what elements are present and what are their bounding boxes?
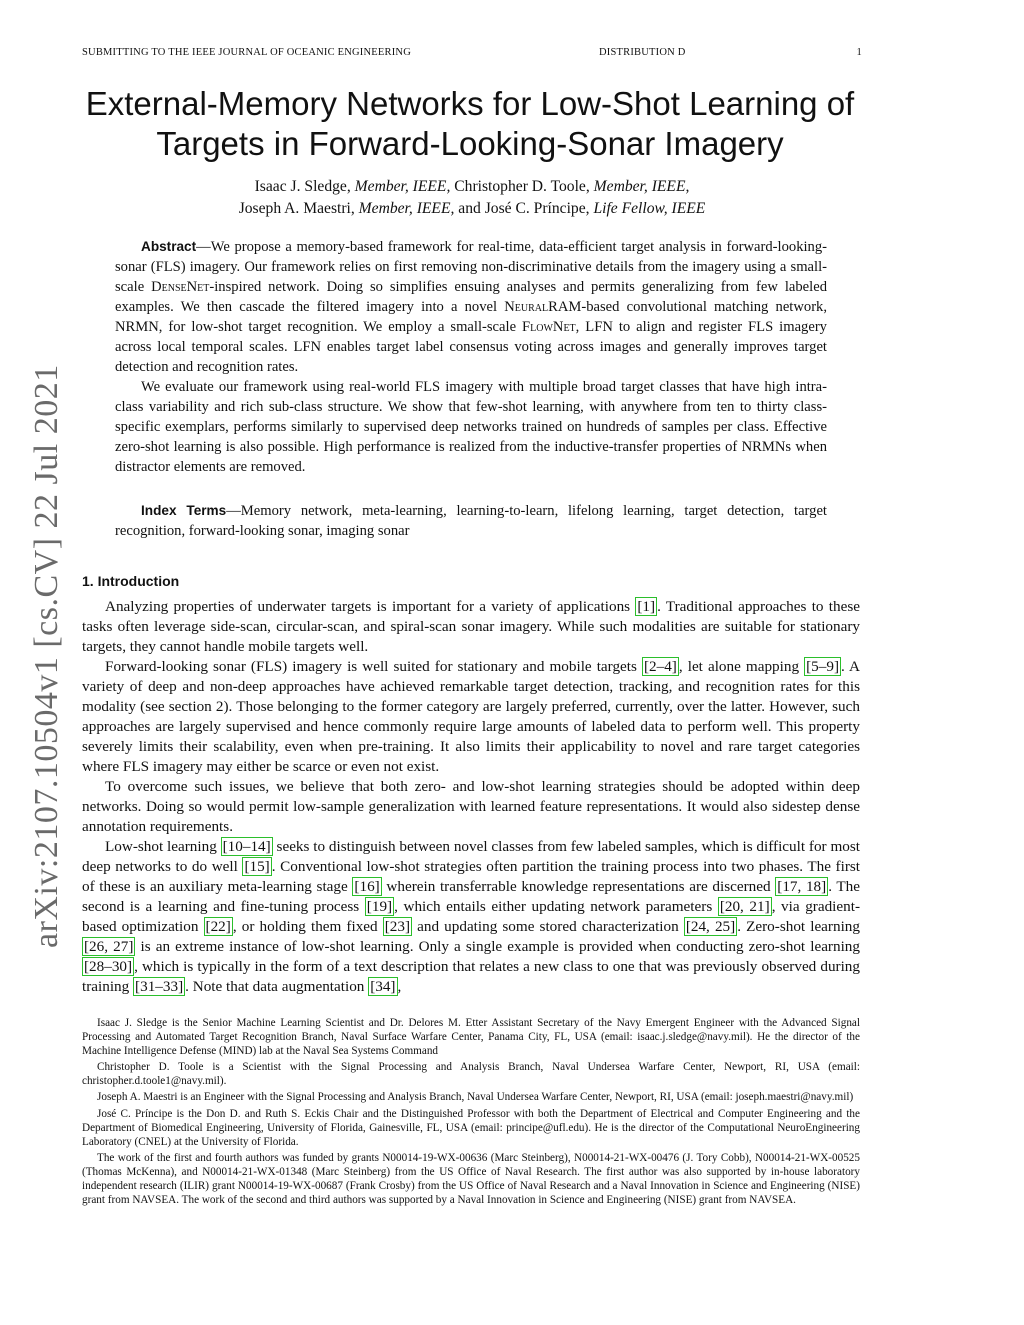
body-text: , [397, 978, 402, 995]
abstract-text: , LFN to align and register FLS imagery across local temporal scales. LFN enables target label consensus voting across images and generally improves target detection and recognition rates. [115, 319, 827, 375]
body-text: , or holding them fixed [232, 918, 383, 935]
arxiv-identifier-stamp: arXiv:2107.10504v1 [cs.CV] 22 Jul 2021 [28, 364, 65, 948]
author-name: Christopher D. Toole, [454, 178, 590, 195]
body-text: Low-shot learning [105, 838, 221, 855]
citation-link[interactable]: [23] [384, 918, 411, 935]
abstract-text: -based convolutional matching network, NRMN, for low-shot target recognition. We employ a small-scale [115, 299, 828, 335]
abstract-paragraph: We evaluate our framework using real-world FLS imagery with multiple broad target classes that have high intra-class variability and rich sub-class structure. We show that few-shot learning, with anywhere from ten to thirty class-specific exemplars, performs similarly to supervised deep networks trained on hundreds of samples per class. Effective zero-shot learning is also possible. High performance is realized from the inductive-transfer properties of NRMNs when distractor elements are removed. [115, 379, 827, 475]
body-paragraph: To overcome such issues, we believe that both zero- and low-shot learning strategies should be adopted within deep networks. Doing so would permit low-sample generalization with learned feature representations. It would also sidestep dense annotation requirements. [82, 778, 860, 835]
author-name: Joseph A. Maestri, [238, 200, 355, 217]
page-number: 1 [856, 47, 862, 58]
citation-link[interactable]: [10–14] [222, 838, 271, 855]
citation-link[interactable]: [17, 18] [777, 878, 827, 895]
index-terms-label: Index Terms [141, 503, 227, 518]
body-paragraph [82, 837, 860, 997]
paper-title [60, 84, 880, 164]
introduction-body [82, 597, 860, 997]
author-name: José C. Príncipe, [484, 200, 590, 217]
body-text: , via gradient-based optimization [82, 898, 861, 935]
body-text: . Conventional low-shot strategies often partition the training process into two phases. The first of these is an auxiliary meta-learning stage [82, 858, 861, 895]
abstract-paragraph [115, 237, 827, 377]
footnote-affiliation: Joseph A. Maestri is an Engineer with the Signal Processing and Analysis Branch, Naval Undersea Warfare Center, Newport, RI, USA (email: joseph.maestri@navy.mil) [97, 1091, 854, 1104]
citation-link[interactable]: [19] [366, 898, 393, 915]
body-paragraph [82, 597, 860, 657]
citation-link[interactable]: [34] [370, 978, 396, 995]
body-text: seeks to distinguish between novel classes from few labeled samples, which is difficult for most deep networks to do well [82, 838, 860, 875]
citation-link[interactable]: [5–9] [806, 658, 840, 675]
citation-link[interactable]: [20, 21] [719, 898, 770, 915]
footnote-affiliation: Isaac J. Sledge is the Senior Machine Learning Scientist and Dr. Delores M. Etter Assistant Secretary of the Navy Emergent Engineer with the Advanced Signal Processing and Automated Target Recognition Branch, Naval Surface Warfare Center, Panama City, FL, USA (email: isaac.j.sledge@navy.mil). He the director of the Machine Intelligence Defense (MIND) lab at the Naval Sea Systems Command [82, 1017, 860, 1058]
index-terms [115, 501, 827, 541]
footnote-affiliation: José C. Príncipe is the Don D. and Ruth S. Eckis Chair and the Distinguished Professor with both the Department of Electrical and Computer Engineering and the Department of Biomedical Engineering, University of Florida, Gainesville, FL, USA (email: principe@ufl.edu). He is the director of the Computational NeuroEngineering Laboratory (CNEL) at the University of Florida. [82, 1107, 860, 1148]
network-name: FlowNet [522, 319, 576, 335]
index-terms-text: —Memory network, meta-learning, learning-to-learn, lifelong learning, target detection, target recognition, forward-looking sonar, imaging sonar [115, 503, 827, 539]
body-text: . Zero-shot learning [737, 918, 860, 935]
citation-link[interactable]: [1] [637, 598, 656, 615]
footnote-affiliation: Christopher D. Toole is a Scientist with the Signal Processing and Analysis Branch, Naval Undersea Warfare Center, Newport, RI, USA (email: christopher.d.toole1@navy.mil). [82, 1061, 860, 1088]
section-heading: 1. Introduction [82, 573, 180, 589]
body-text: is an extreme instance of low-shot learning. Only a single example is provided when conducting zero-shot learning [135, 938, 860, 955]
abstract [115, 237, 827, 477]
citation-link[interactable]: [22] [205, 918, 231, 935]
body-text: . Traditional approaches to these tasks often leverage side-scan, circular-scan, and spiral-scan sonar imagery. While such modalities are suitable for stationary targets, they cannot handle mobile targets well. [82, 598, 860, 655]
author-conjunction: and [458, 200, 481, 217]
footnotes [82, 1016, 860, 1209]
author-name: Isaac J. Sledge, [254, 178, 351, 195]
body-text: . The second is a learning and fine-tuning process [82, 878, 861, 915]
citation-link[interactable]: [31–33] [135, 978, 184, 995]
citation-link[interactable]: [28–30] [84, 958, 133, 975]
author-membership: Member, IEEE, [358, 200, 455, 217]
author-line-2 [82, 198, 862, 220]
distribution-label: DISTRIBUTION D [599, 47, 686, 58]
body-paragraph [82, 657, 860, 777]
body-text: Analyzing properties of underwater targets is important for a variety of applications [105, 598, 636, 615]
author-membership: Member, IEEE, [593, 178, 690, 195]
body-text: , which entails either updating network parameters [394, 898, 718, 915]
abstract-text: -inspired network. Doing so simplifies ensuing analyses and permits generalizing from few labeled examples. We then cascade the filtered imagery into a novel [115, 279, 827, 315]
abstract-text: —We propose a memory-based framework for real-time, data-efficient target analysis in forward-looking-sonar (FLS) imagery. Our framework relies on first removing non-discriminative details from the imagery using a small-scale [115, 239, 827, 295]
body-text: . Note that data augmentation [185, 978, 369, 995]
author-membership: Member, IEEE, [354, 178, 451, 195]
running-header [82, 47, 862, 63]
body-text: , which is typically in the form of a text description that relates a new class to one that was previously observed during training [82, 958, 860, 995]
citation-link[interactable]: [26, 27] [84, 938, 134, 955]
body-text: Forward-looking sonar (FLS) imagery is well suited for stationary and mobile targets [105, 658, 642, 675]
author-line-1 [82, 176, 862, 198]
author-list [82, 176, 862, 220]
network-name: DenseNet [151, 279, 210, 295]
title-line-1: External-Memory Networks for Low-Shot Learning of [85, 85, 855, 122]
network-name: NeuralRAM [504, 299, 582, 315]
abstract-label: Abstract [141, 239, 197, 254]
body-text: wherein transferrable knowledge representations are discerned [381, 878, 776, 895]
body-text: . A variety of deep and non-deep approaches have achieved remarkable target detection, tracking, and recognition rates for this modality (see section 2). Those belonging to the former category are largely preferred, currently, over the latter. However, such approaches are largely supervised and hence commonly require large amounts of labeled data to perform well. This property severely limits their scalability, even when pre-training. It also limits their applicability to novel and rare target categories where FLS imagery may either be scarce or even not exist. [82, 658, 860, 775]
citation-link[interactable]: [16] [354, 878, 380, 895]
body-text: , let alone mapping [678, 658, 805, 675]
citation-link[interactable]: [15] [244, 858, 270, 875]
title-line-2: Targets in Forward-Looking-Sonar Imagery [156, 125, 784, 162]
citation-link[interactable]: [24, 25] [685, 918, 736, 935]
body-text: and updating some stored characterization [412, 918, 684, 935]
footnote-funding: The work of the first and fourth authors was funded by grants N00014-19-WX-00636 (Marc Steinberg), N00014-21-WX-00476 (J. Tory Cobb), N00014-21-WX-00525 (Thomas McKenna), and N00014-21-WX-01348 (Marc Steinberg) from the US Office of Naval Research. The first author was also supported by in-house laboratory independent research (ILIR) grant N00014-19-WX-00687 (Frank Crosby) from the US Office of Naval Research and a Naval Innovation in Science and Engineering (NISE) grant from NAVSEA. The work of the second and third authors was supported by a Naval Innovation in Science and Engineering (NISE) grant from NAVSEA. [82, 1151, 860, 1207]
citation-link[interactable]: [2–4] [643, 658, 677, 675]
journal-name: SUBMITTING TO THE IEEE JOURNAL OF OCEANIC ENGINEERING [82, 47, 411, 58]
author-membership: Life Fellow, IEEE [593, 200, 706, 217]
